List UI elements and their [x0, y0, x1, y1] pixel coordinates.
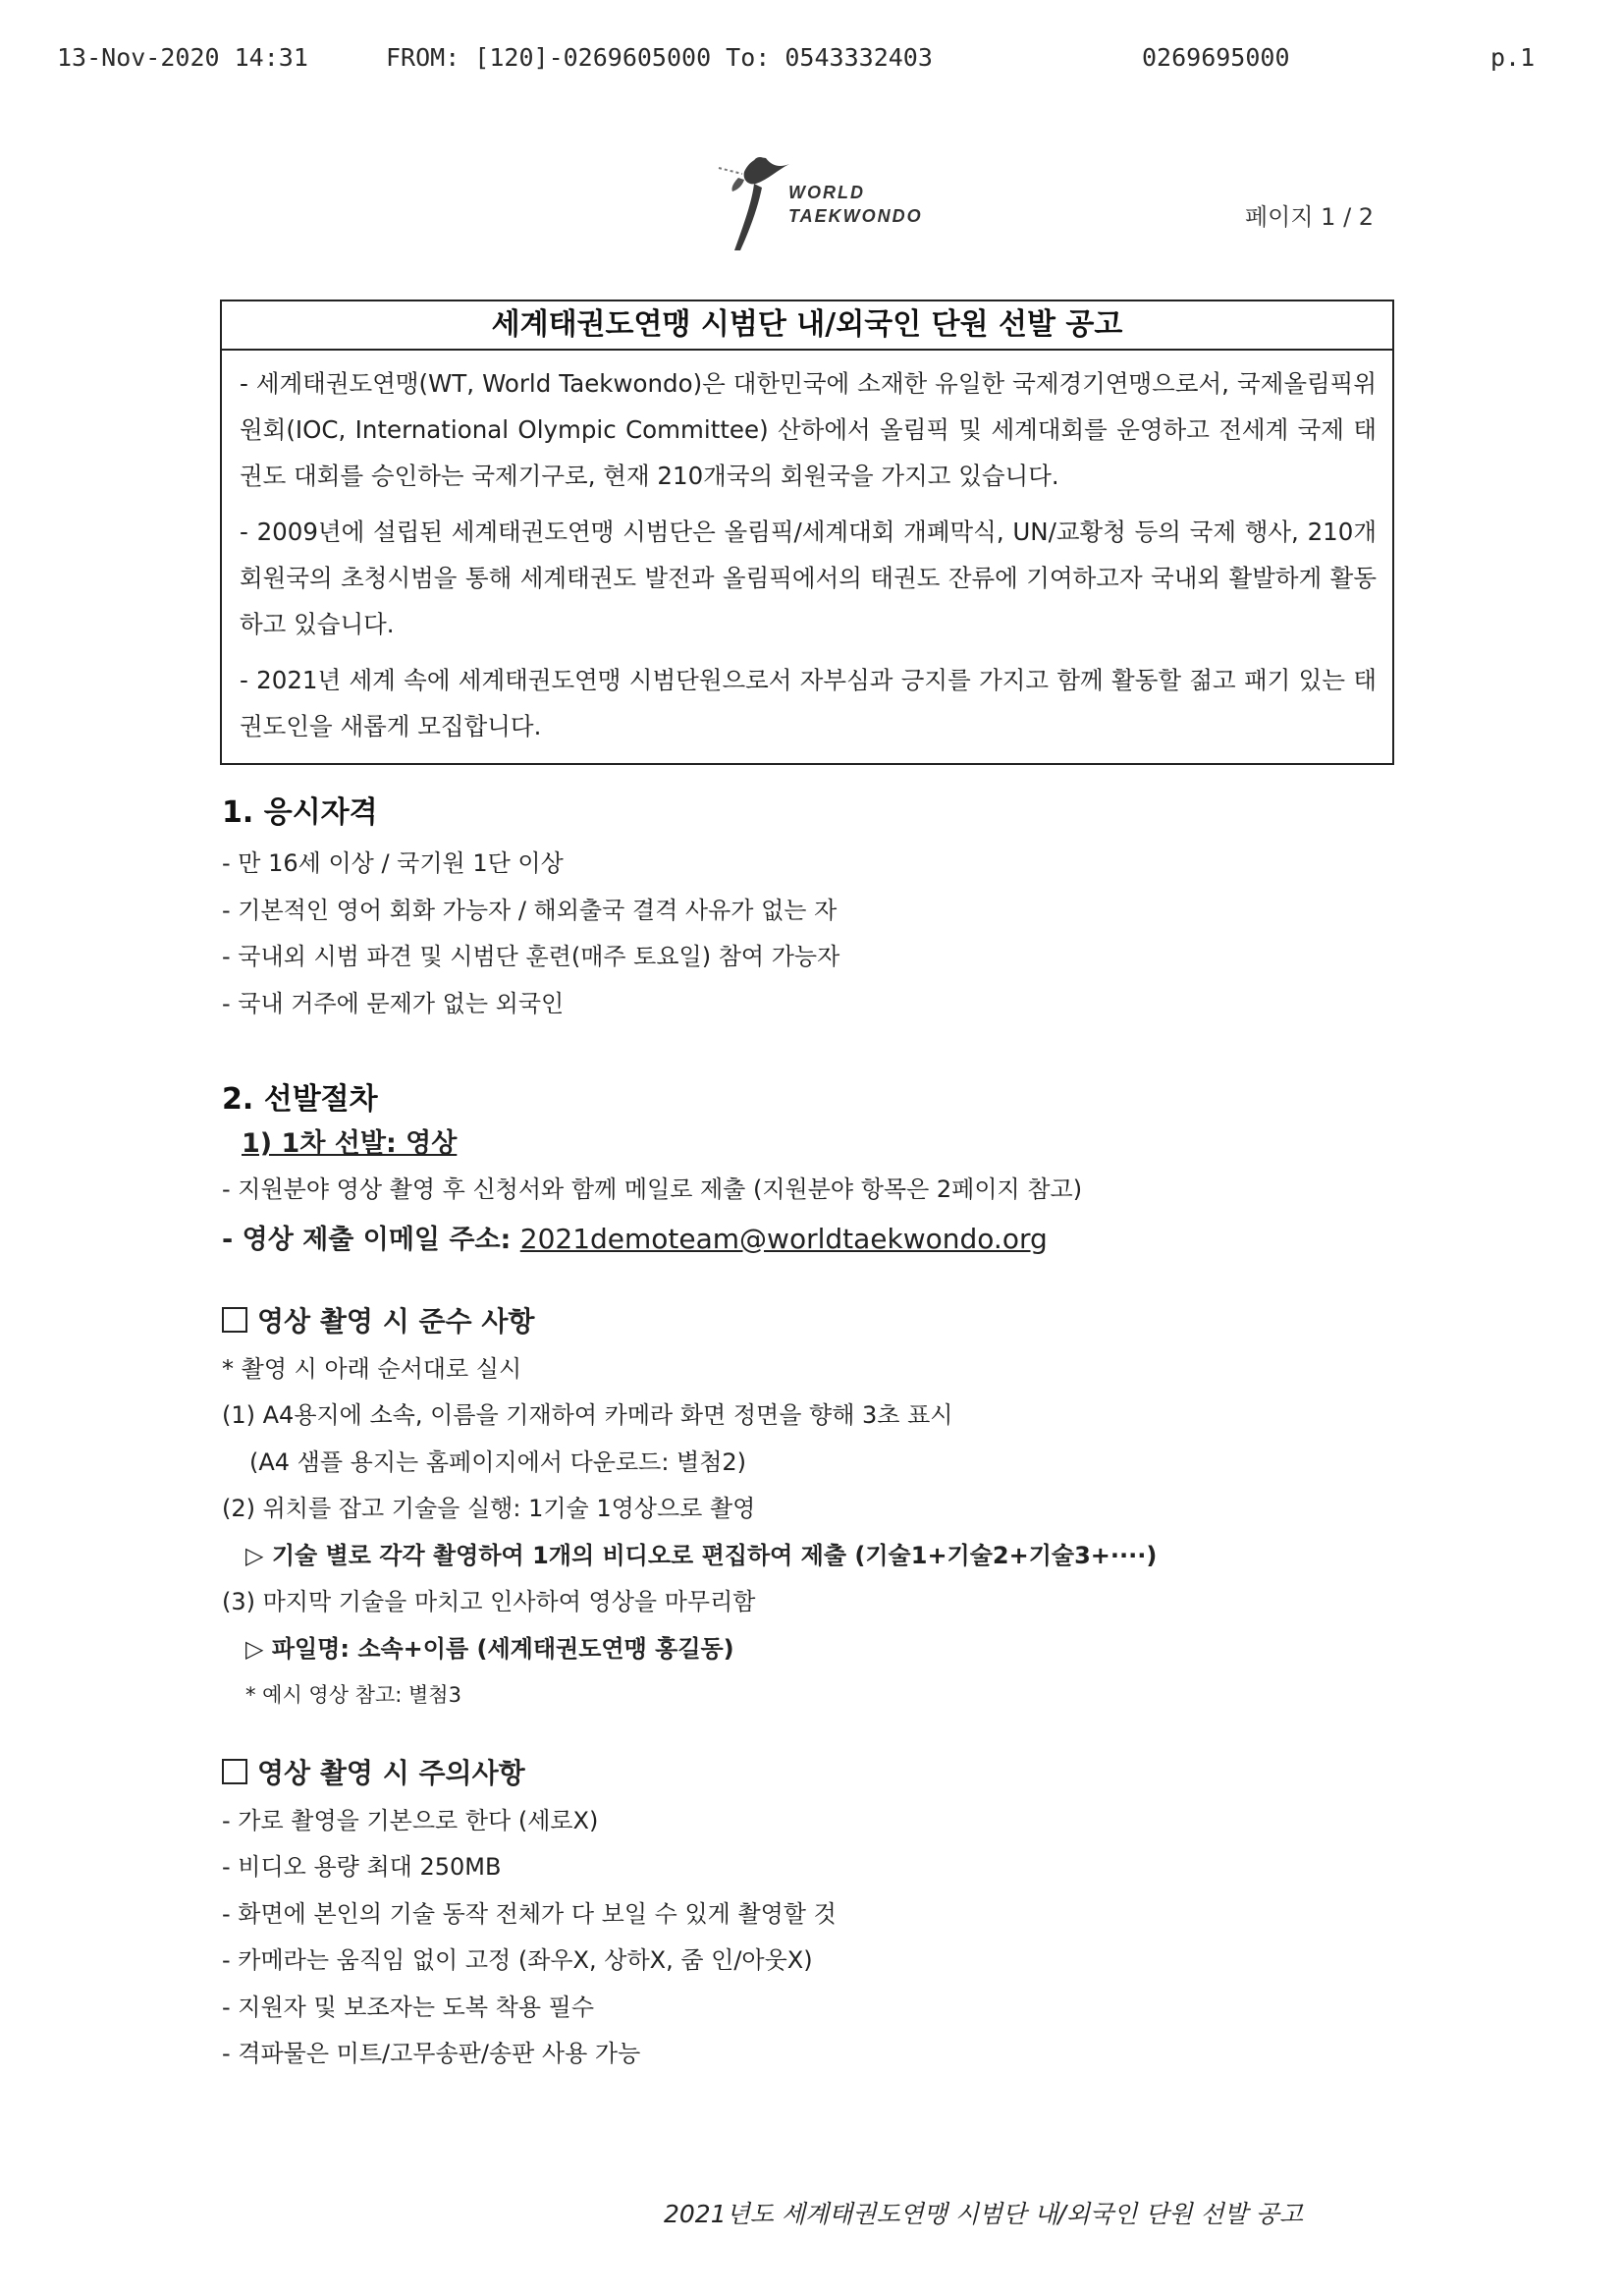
caution-item: - 화면에 본인의 기술 동작 전체가 다 보일 수 있게 촬영할 것 [222, 1899, 837, 1928]
fax-header [0, 43, 1623, 82]
filming-cautions-heading-text: 영상 촬영 시 주의사항 [257, 1756, 525, 1789]
caution-item: - 비디오 용량 최대 250MB [222, 1853, 502, 1881]
filming-rule-line: * 예시 영상 참고: 별첨3 [245, 1683, 461, 1707]
caution-item: - 격파물은 미트/고무송판/송판 사용 가능 [222, 2040, 641, 2067]
eligibility-item: - 국내 거주에 문제가 없는 외국인 [222, 989, 565, 1017]
notice-paragraph: - 2021년 세계 속에 세계태권도연맹 시범단원으로서 자부심과 긍지를 가지고 함께 활동할 젊고 패기 있는 태권도인을 새롭게 모집합니다. [240, 666, 1377, 740]
page-footer: 2021년도 세계태권도연맹 시범단 내/외국인 단원 선발 공고 [664, 2200, 1304, 2228]
logo-wordmark [788, 181, 923, 228]
filming-rule-line: ▷ 파일명: 소속+이름 (세계태권도연맹 홍길동) [245, 1634, 734, 1663]
filming-rule-line: (2) 위치를 잡고 기술을 실행: 1기술 1영상으로 촬영 [222, 1495, 756, 1522]
eligibility-item: - 만 16세 이상 / 국기원 1단 이상 [222, 849, 564, 877]
checkbox-icon [222, 1759, 247, 1784]
fax-from-to: FROM: [120]-0269605000 To: 0543332403 [386, 43, 933, 72]
filming-rule-line: ▷ 기술 별로 각각 촬영하여 1개의 비디오로 편집하여 제출 (기술1+기술2+기술3+····) [245, 1541, 1158, 1569]
filming-rule-line: (3) 마지막 기술을 마치고 인사하여 영상을 마무리함 [222, 1588, 756, 1615]
filming-rules-heading [222, 1297, 1400, 1346]
filming-rule-line: (1) A4용지에 소속, 이름을 기재하여 카메라 화면 정면을 향해 3초 표시 [222, 1401, 953, 1429]
section-heading-procedure: 2. 선발절차 [222, 1082, 378, 1117]
logo-line-taekwondo: TAEKWONDO [788, 206, 923, 226]
fax-date-time: 13-Nov-2020 14:31 [57, 43, 308, 72]
main-content [222, 792, 1400, 2078]
checkbox-icon [222, 1307, 247, 1333]
logo-line-world: WORLD [788, 183, 865, 202]
fax-number: 0269695000 [1142, 43, 1290, 72]
eligibility-item: - 기본적인 영어 회화 가능자 / 해외출국 결격 사유가 없는 자 [222, 896, 838, 924]
caution-item: - 카메라는 움직임 없이 고정 (좌우X, 상하X, 줌 인/아웃X) [222, 1946, 813, 1974]
notice-title: 세계태권도연맹 시범단 내/외국인 단원 선발 공고 [222, 301, 1392, 351]
notice-paragraph: - 세계태권도연맹(WT, World Taekwondo)은 대한민국에 소재한 유일한 국제경기연맹으로서, 국제올림픽위원회(IOC, International Olympic Committee) 산하에서 올림픽 및 세계대회를 운영하고 전세계 국제 태권도 대회를 승인하는 국제기구로, 현재 210개국의 회원국을 가지고 있습니다. [240, 369, 1377, 490]
notice-body [222, 351, 1392, 749]
email-line [222, 1214, 1400, 1266]
filming-rules-heading-text: 영상 촬영 시 준수 사항 [257, 1304, 535, 1338]
page-indicator: 페이지 1 / 2 [1245, 203, 1375, 231]
filming-cautions-heading [222, 1749, 1400, 1798]
caution-item: - 가로 촬영을 기본으로 한다 (세로X) [222, 1806, 599, 1834]
email-link[interactable]: 2021demoteam@worldtaekwondo.org [519, 1222, 1048, 1255]
procedure-item: - 지원분야 영상 촬영 후 신청서와 함께 메일로 제출 (지원분야 항목은 2페이지 참고) [222, 1175, 1083, 1203]
fax-page-number: p.1 [1490, 43, 1536, 72]
filming-rule-line: (A4 샘플 용지는 홈페이지에서 다운로드: 별첨2) [249, 1448, 747, 1476]
filming-rule-line: * 촬영 시 아래 순서대로 실시 [222, 1354, 522, 1383]
eligibility-item: - 국내외 시범 파견 및 시범단 훈련(매주 토요일) 참여 가능자 [222, 943, 840, 970]
sub-heading-first-selection: 1) 1차 선발: 영상 [242, 1128, 458, 1159]
section-heading-eligibility: 1. 응시자격 [222, 795, 378, 830]
notice-box [220, 300, 1394, 765]
notice-paragraph: - 2009년에 설립된 세계태권도연맹 시범단은 올림픽/세계대회 개폐막식, UN/교황청 등의 국제 행사, 210개 회원국의 초청시범을 통해 세계태권도 발전과 올림픽에서의 태권도 잔류에 기여하고자 국내외 활발하게 활동하고 있습니다. [240, 518, 1377, 638]
email-label: - 영상 제출 이메일 주소: [222, 1224, 520, 1255]
caution-item: - 지원자 및 보조자는 도복 착용 필수 [222, 1993, 595, 2021]
